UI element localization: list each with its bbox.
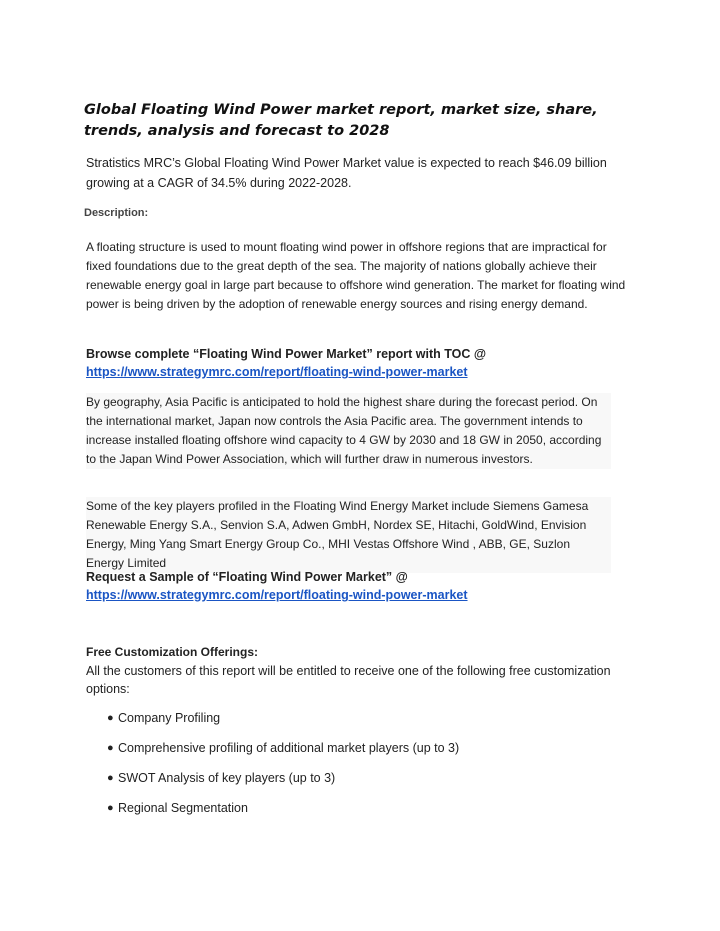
list-item-label: Regional Segmentation bbox=[118, 801, 248, 815]
browse-report-section bbox=[86, 345, 646, 381]
page-title: Global Floating Wind Power market report, market size, share, trends, analysis and forecast to 2028 bbox=[84, 102, 598, 139]
list-item bbox=[107, 799, 459, 829]
request-sample-link[interactable]: https://www.strategymrc.com/report/floating-wind-power-market bbox=[86, 588, 468, 602]
bullet-icon: ● bbox=[107, 742, 114, 754]
description-paragraph: A floating structure is used to mount floating wind power in offshore regions that are impractical for fixed foundations due to the great depth of the sea. The majority of nations globally achieve their renewable energy goal in large part because to offshore wind generation. The market for floating wind power is being driven by the adoption of renewable energy sources and rising energy demand. bbox=[86, 240, 626, 311]
request-sample-text: Request a Sample of “Floating Wind Power Market” @ bbox=[86, 570, 408, 584]
browse-report-link[interactable]: https://www.strategymrc.com/report/floating-wind-power-market bbox=[86, 365, 468, 379]
key-players-paragraph: Some of the key players profiled in the Floating Wind Energy Market include Siemens Gamesa Renewable Energy S.A., Senvion S.A, Adwen GmbH, Nordex SE, Hitachi, GoldWind, Envision Energy, Ming Yang Smart Energy Group Co., MHI Vestas Offshore Wind , ABB, GE, Suzlon Energy Limited bbox=[86, 497, 611, 573]
geography-paragraph: By geography, Asia Pacific is anticipated to hold the highest share during the forecast period. On the international market, Japan now controls the Asia Pacific area. The government intends to increase installed floating offshore wind capacity to 4 GW by 2030 and 18 GW in 2050, according to the Japan Wind Power Association, which will further draw in numerous investors. bbox=[86, 393, 611, 469]
browse-report-text: Browse complete “Floating Wind Power Market” report with TOC @ bbox=[86, 347, 487, 361]
customization-list bbox=[107, 709, 459, 829]
list-item-label: Company Profiling bbox=[118, 711, 221, 725]
customization-title: Free Customization Offerings: bbox=[86, 645, 259, 659]
bullet-icon: ● bbox=[107, 712, 114, 724]
list-item bbox=[107, 739, 459, 769]
customization-body: All the customers of this report will be entitled to receive one of the following free customization options: bbox=[86, 664, 611, 696]
bullet-icon: ● bbox=[107, 772, 114, 784]
description-label: Description: bbox=[84, 207, 149, 219]
intro-paragraph: Stratistics MRC’s Global Floating Wind Power Market value is expected to reach $46.09 billion growing at a CAGR of 34.5% during 2022-2028. bbox=[86, 156, 607, 190]
request-sample-section bbox=[86, 568, 646, 604]
bullet-icon: ● bbox=[107, 802, 114, 814]
list-item bbox=[107, 769, 459, 799]
list-item-label: SWOT Analysis of key players (up to 3) bbox=[118, 771, 336, 785]
list-item-label: Comprehensive profiling of additional market players (up to 3) bbox=[118, 741, 460, 755]
list-item bbox=[107, 709, 459, 739]
